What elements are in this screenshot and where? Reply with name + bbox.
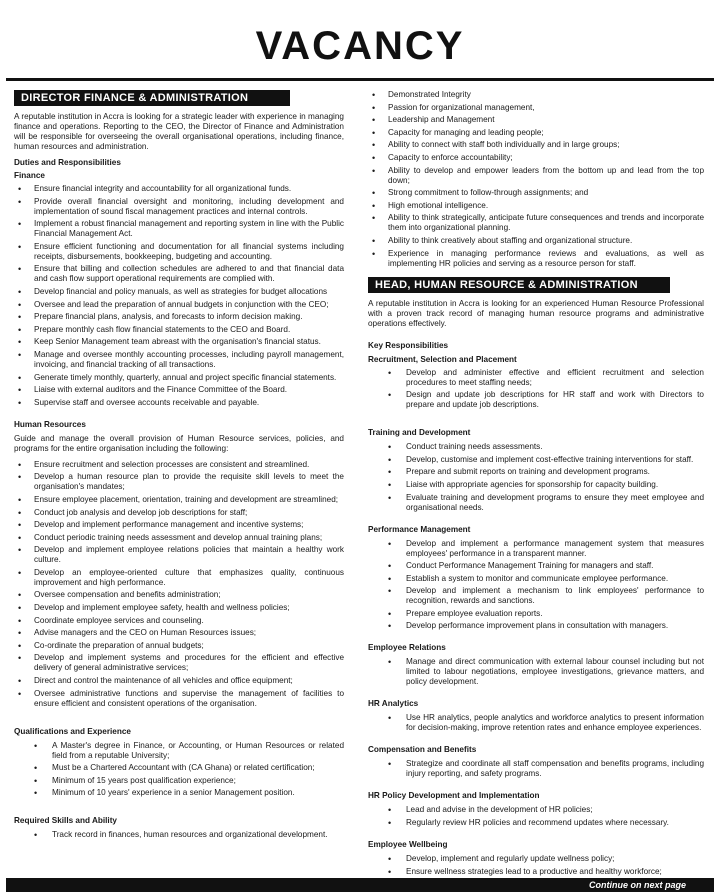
list-item: • Prepare financial plans, analysis, and forecasts to inform decision making. [14,312,344,322]
list-item: • Conduct Performance Management Training for managers and staff. [368,561,704,571]
list-item: • Ensure recruitment and selection processes are consistent and streamlined. [14,460,344,470]
list-item: • A Master's degree in Finance, or Accounting, or Human Resources or related field from a reputable University; [14,741,344,761]
list-item: • Experience in managing performance reviews and evaluations, as well as implementing HR policies and serving as a resource person for staff. [368,249,704,269]
recruitment-heading: Recruitment, Selection and Placement [368,354,517,364]
list-item: • Ensure employee placement, orientation, training and development are streamlined; [14,495,344,505]
wellbeing-heading: Employee Wellbeing [368,840,448,850]
list-item: • Advise managers and the CEO on Human Resources issues; [14,628,344,638]
list-item: • Develop, customise and implement cost-effective training interventions for staff. [368,455,704,465]
hr-policy-heading: HR Policy Development and Implementation [368,791,540,801]
list-item: • Ensure efficient functioning and documentation for all financial systems including receipts, disbursements, bookkeeping, budgeting and accounting. [14,242,344,262]
employee-relations-list [368,657,704,687]
list-item: • Supervise staff and oversee accounts receivable and payable. [14,398,344,408]
list-item: • Ensure financial integrity and accountability for all organizational funds. [14,184,344,194]
list-item: • Coordinate employee services and counseling. [14,616,344,626]
list-item: • Oversee administrative functions and supervise the management of facilities to ensure efficient and consistent operations of the organisation. [14,689,344,709]
hr-intro: Guide and manage the overall provision of Human Resource services, policies, and programs for the entire organisation including the following: [14,433,344,453]
head-hr-intro: A reputable institution in Accra is looking for an experienced Human Resource Professional with a proven track record of managing human resource programs and administrative operations effectively. [368,298,704,328]
list-item: • Co-ordinate the preparation of annual budgets; [14,641,344,651]
training-list [368,442,704,512]
list-item: • Ensure that billing and collection schedules are adhered to and that financial data and cash flow support operational requirements are complied with. [14,264,344,284]
left-column [14,90,344,843]
qualifications-heading: Qualifications and Experience [14,726,131,736]
list-item: • Keep Senior Management team abreast with the organisation's financial status. [14,337,344,347]
compensation-heading: Compensation and Benefits [368,745,477,755]
list-item: • Strong commitment to follow-through assignments; and [368,188,704,198]
hr-list [14,460,344,709]
skills-list-right [368,90,704,269]
list-item: • Develop financial and policy manuals, as well as strategies for budget allocations [14,287,344,297]
list-item: • Evaluate training and development programs to ensure they meet employee and organisational needs. [368,493,704,513]
title-rule [6,78,714,81]
right-column [368,90,704,879]
list-item: • Ability to think creatively about staffing and organizational structure. [368,236,704,246]
list-item: • Implement a robust financial management and reporting system in line with the Public Financial Management Act. [14,219,344,239]
hr-analytics-list [368,713,704,733]
list-item: • Develop and implement employee safety, health and wellness policies; [14,603,344,613]
list-item: • Regularly review HR policies and recommend updates where necessary. [368,818,704,828]
hr-policy-list [368,805,704,828]
skills-heading: Required Skills and Ability [14,816,117,826]
list-item: • Capacity for managing and leading people; [368,128,704,138]
list-item: • Capacity to enforce accountability; [368,153,704,163]
training-heading: Training and Development [368,428,471,438]
list-item: • Liaise with appropriate agencies for sponsorship for capacity building. [368,480,704,490]
list-item: • Oversee and lead the preparation of annual budgets in conjunction with the CEO; [14,300,344,310]
continue-footer [6,878,714,892]
list-item: • Ability to connect with staff both individually and in large groups; [368,140,704,150]
list-item: • Prepare monthly cash flow financial statements to the CEO and Board. [14,325,344,335]
list-item: • Strategize and coordinate all staff compensation and benefits programs, including injury reporting, and safety programs. [368,759,704,779]
list-item: • Develop and implement employee relations policies that maintain a healthy work culture. [14,545,344,565]
director-banner: DIRECTOR FINANCE & ADMINISTRATION [14,90,290,106]
continue-footer-text: Continue on next page [588,880,686,890]
list-item: • Develop an employee-oriented culture that emphasizes quality, continuous improvement and high performance. [14,568,344,588]
hr-analytics-heading: HR Analytics [368,699,419,709]
list-item: • Provide overall financial oversight and monitoring, including development and implementation of sound fiscal management practices and internal controls. [14,197,344,217]
director-intro: A reputable institution in Accra is looking for a strategic leader with experience in managing finance and operations. Reporting to the CEO, the Director of Finance and Administration will be responsible for overseeing the overall organisational operations, including finance, human resources and administration. [14,112,344,151]
list-item: • Leadership and Management [368,115,704,125]
list-item: • Passion for organizational management, [368,103,704,113]
list-item: • Conduct periodic training needs assessment and develop annual training plans; [14,533,344,543]
list-item: • Develop performance improvement plans in consultation with managers. [368,621,704,631]
list-item: • Develop and implement a mechanism to link employees' performance to recognition, rewards and sanctions. [368,586,704,606]
list-item: • High emotional intelligence. [368,201,704,211]
finance-list [14,184,344,408]
list-item: • Ability to think strategically, anticipate future consequences and trends and incorporate them into organizational planning. [368,213,704,233]
hr-heading: Human Resources [14,419,86,429]
list-item: • Minimum of 15 years post qualification experience; [14,776,344,786]
list-item: • Develop and administer effective and efficient recruitment and selection procedures to meet staffing needs; [368,368,704,388]
list-item: • Develop a human resource plan to provide the requisite skill levels to meet the organisation's mandates; [14,472,344,492]
list-item: • Direct and control the maintenance of all vehicles and office equipment; [14,676,344,686]
key-responsibilities-heading: Key Responsibilities [368,340,449,350]
performance-heading: Performance Management [368,524,471,534]
list-item: • Prepare employee evaluation reports. [368,609,704,619]
head-hr-banner: HEAD, HUMAN RESOURCE & ADMINISTRATION [368,277,670,293]
list-item: • Prepare and submit reports on training and development programs. [368,467,704,477]
list-item: • Ensure wellness strategies lead to a productive and healthy workforce; [368,867,704,877]
skills-list-left [14,830,344,840]
compensation-list [368,759,704,779]
duties-heading: Duties and Responsibilities [14,158,121,167]
finance-heading: Finance [14,171,45,180]
list-item: • Conduct training needs assessments. [368,442,704,452]
list-item: • Develop, implement and regularly update wellness policy; [368,854,704,864]
wellbeing-list [368,854,704,877]
page-title: VACANCY [255,24,465,68]
list-item: • Oversee compensation and benefits administration; [14,590,344,600]
list-item: • Minimum of 10 years' experience in a senior Management position. [14,788,344,798]
list-item: • Demonstrated Integrity [368,90,704,100]
list-item: • Use HR analytics, people analytics and workforce analytics to present information for decision-making, improve retention rates and enhance employee experiences. [368,713,704,733]
list-item: • Conduct job analysis and develop job descriptions for staff; [14,508,344,518]
list-item: • Manage and oversee monthly accounting processes, including payroll management, invoicing, and financial tracking of all transactions. [14,350,344,370]
recruitment-list [368,368,704,411]
list-item: • Establish a system to monitor and communicate employee performance. [368,574,704,584]
qualifications-list [14,741,344,799]
list-item: • Liaise with external auditors and the Finance Committee of the Board. [14,385,344,395]
list-item: • Lead and advise in the development of HR policies; [368,805,704,815]
list-item: • Track record in finances, human resources and organizational development. [14,830,344,840]
list-item: • Design and update job descriptions for HR staff and work with Directors to prepare and update job descriptions. [368,390,704,410]
performance-list [368,539,704,632]
list-item: • Develop and implement a performance management system that measures employees' performance in a transparent manner. [368,539,704,559]
list-item: • Develop and implement systems and procedures for the efficient and effective delivery of general administrative services; [14,653,344,673]
list-item: • Develop and implement performance management and incentive systems; [14,520,344,530]
employee-relations-heading: Employee Relations [368,643,446,653]
list-item: • Generate timely monthly, quarterly, annual and project specific financial statements. [14,373,344,383]
list-item: • Ability to develop and empower leaders from the bottom up and lead from the top down; [368,166,704,186]
list-item: • Must be a Chartered Accountant with (CA Ghana) or related certification; [14,763,344,773]
list-item: • Manage and direct communication with external labour counsel including but not limited to labour negotiations, employee investigations, grievance matters, and policy development. [368,657,704,687]
